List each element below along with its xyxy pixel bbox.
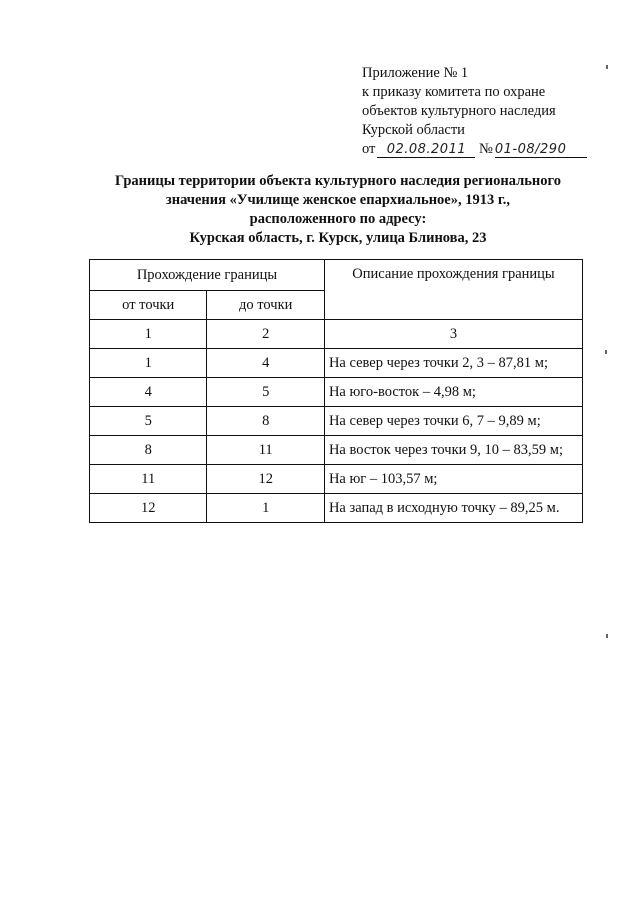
table-row	[90, 494, 583, 523]
description-cell: На запад в исходную точку – 89,25 м.	[324, 494, 582, 523]
to-point-cell: 1	[207, 494, 324, 523]
scan-speck	[605, 350, 607, 354]
table-row	[90, 407, 583, 436]
to-point-cell: 5	[207, 378, 324, 407]
header-from-point: от точки	[90, 291, 207, 320]
scan-speck	[606, 65, 608, 69]
title-line-4: Курская область, г. Курск, улица Блинова, 23	[189, 230, 487, 246]
from-point-cell: 8	[90, 436, 207, 465]
numbering-cell: 2	[207, 320, 324, 349]
to-point-cell: 4	[207, 349, 324, 378]
description-cell: На юг – 103,57 м;	[324, 465, 582, 494]
table-row	[90, 436, 583, 465]
title-line-3: расположенного по адресу:	[249, 211, 427, 227]
from-point-cell: 4	[90, 378, 207, 407]
header-description: Описание прохождения границы	[324, 260, 582, 320]
table-row	[90, 378, 583, 407]
from-point-cell: 12	[90, 494, 207, 523]
appendix-date-number-line	[362, 140, 622, 159]
description-cell: На север через точки 2, 3 – 87,81 м;	[324, 349, 582, 378]
boundary-table	[89, 259, 583, 523]
scan-speck	[606, 634, 608, 638]
description-cell: На юго-восток – 4,98 м;	[324, 378, 582, 407]
numbering-cell: 1	[90, 320, 207, 349]
number-label: №	[479, 141, 493, 157]
handwritten-number: 01-08/290	[495, 142, 587, 158]
to-point-cell: 11	[207, 436, 324, 465]
appendix-title: Приложение № 1	[362, 65, 469, 81]
appendix-committee-line: объектов культурного наследия	[362, 103, 556, 119]
handwritten-date: 02.08.2011	[377, 142, 475, 158]
numbering-row	[90, 320, 583, 349]
from-point-cell: 11	[90, 465, 207, 494]
title-line-1: Границы территории объекта культурного наследия регионального	[115, 173, 561, 189]
table-row	[90, 349, 583, 378]
document-title	[60, 172, 616, 248]
to-point-cell: 12	[207, 465, 324, 494]
from-point-cell: 1	[90, 349, 207, 378]
appendix-header	[362, 64, 622, 159]
appendix-order-line: к приказу комитета по охране	[362, 84, 546, 100]
to-point-cell: 8	[207, 407, 324, 436]
from-point-cell: 5	[90, 407, 207, 436]
description-cell: На восток через точки 9, 10 – 83,59 м;	[324, 436, 582, 465]
table-row	[90, 465, 583, 494]
description-cell: На север через точки 6, 7 – 9,89 м;	[324, 407, 582, 436]
from-label: от	[362, 141, 376, 157]
appendix-region-line: Курской области	[362, 122, 465, 138]
numbering-cell: 3	[324, 320, 582, 349]
header-boundary-passage: Прохождение границы	[90, 260, 325, 291]
title-line-2: значения «Училище женское епархиальное», 1913 г.,	[165, 192, 511, 208]
header-to-point: до точки	[207, 291, 324, 320]
